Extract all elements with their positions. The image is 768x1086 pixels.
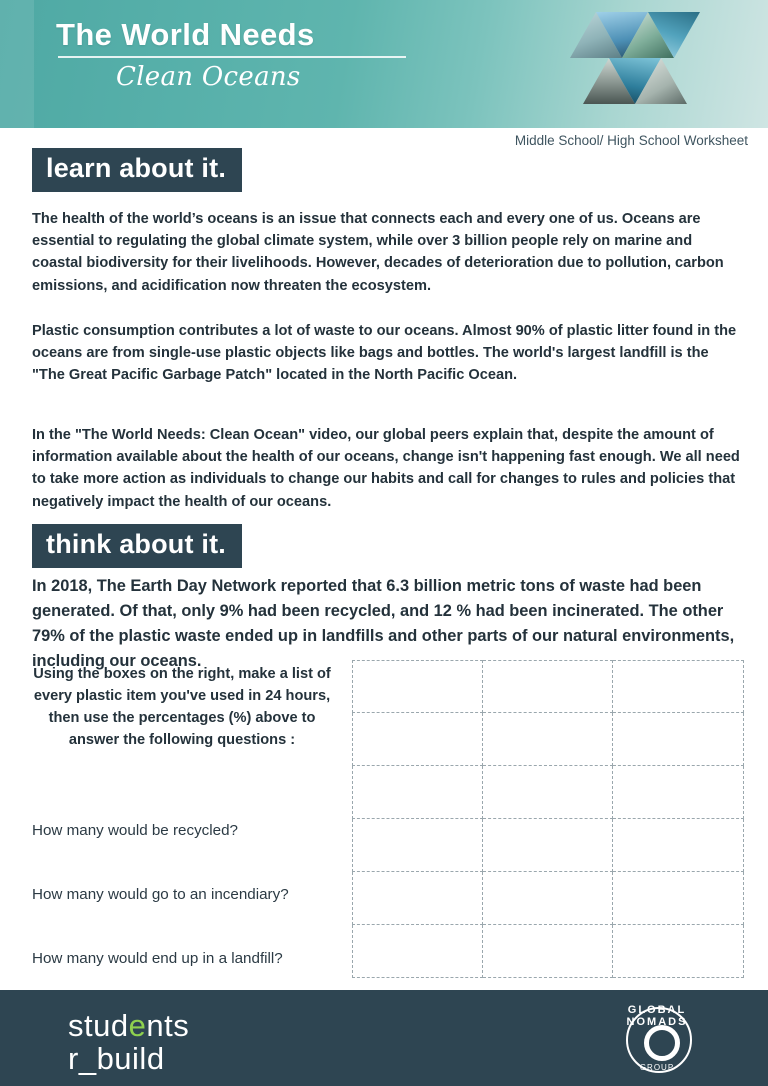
- gn-inner-circle-icon: [644, 1025, 680, 1061]
- grid-cell[interactable]: [613, 925, 744, 978]
- activity-prompt: Using the boxes on the right, make a list of every plastic item you've used in 24 hours, then use the percentages (%) above to answer the following questions :: [33, 666, 331, 748]
- grid-cell[interactable]: [483, 660, 614, 713]
- students-rebuild-logo-line2: r_build: [68, 1040, 165, 1076]
- learn-paragraph-1: [32, 208, 744, 299]
- grid-cell[interactable]: [613, 819, 744, 872]
- grid-cell[interactable]: [613, 713, 744, 766]
- grid-cell[interactable]: [613, 660, 744, 713]
- learn-paragraph-3: [32, 424, 744, 515]
- worksheet-level-note: Middle School/ High School Worksheet: [514, 133, 748, 148]
- think-paragraph: In 2018, The Earth Day Network reported that 6.3 billion metric tons of waste had been generated. Of that, only 9% had been recycled, and 12 % had been incinerated. The other 79% of the plastic waste ended up in landfills and other parts of our natural environments, including our oceans.: [32, 577, 735, 670]
- activity-question-2: How many would go to an incendiary?: [32, 886, 289, 903]
- learn-paragraph-2-post: objects like bags and bottles. The world's largest landfill is the "The Great Pacific Garbage Patch" located in the North Pacific Ocean.: [32, 345, 709, 384]
- activity-question-1: How many would be recycled?: [32, 822, 238, 839]
- grid-cell[interactable]: [352, 713, 483, 766]
- title-block: [56, 18, 406, 92]
- learn-paragraph-1-text: The health of the world’s oceans is an issue that connects each and every one of us. Oceans are essential to regulating the global climate system, while over 3 billion people rely on marine and coastal biodiversity for their livelihoods. However, decades of deterioration due to pollution, carbon emissions, and acidification now threaten the ecosystem.: [32, 211, 724, 294]
- section-banner-think: [32, 524, 242, 568]
- keyword-plastic: Plastic: [32, 323, 80, 339]
- section-banner-learn-label: learn about it.: [32, 148, 242, 192]
- learn-paragraph-3-text: In the "The World Needs: Clean Ocean" video, our global peers explain that, despite the amount of information available about the health of our oceans, change isn't happening fast enough. We all need to take more action as individuals to change our habits and call for changes to rules and policies that negatively impact the health of our oceans.: [32, 427, 740, 510]
- students-rebuild-logo-line1: [68, 1010, 189, 1043]
- grid-cell[interactable]: [613, 872, 744, 925]
- global-nomads-group-logo: [596, 1004, 712, 1074]
- header-left-band: [0, 0, 34, 128]
- page-title: The World Needs: [56, 17, 315, 52]
- grid-cell[interactable]: [483, 766, 614, 819]
- grid-cell[interactable]: [352, 766, 483, 819]
- grid-cell[interactable]: [483, 713, 614, 766]
- grid-cell[interactable]: [613, 766, 744, 819]
- grid-cell[interactable]: [352, 925, 483, 978]
- learn-paragraph-2: [32, 320, 744, 389]
- plastic-items-grid[interactable]: [352, 660, 744, 978]
- page-subtitle: Clean Oceans: [116, 62, 301, 93]
- learn-paragraph-2-mid: consumption contributes a lot of waste to our oceans. Almost 90% of plastic litter found in the oceans are from: [32, 323, 737, 362]
- grid-cell[interactable]: [483, 872, 614, 925]
- photo-collage: [570, 12, 720, 120]
- grid-cell[interactable]: [352, 872, 483, 925]
- brand-accent: e: [128, 1008, 147, 1043]
- section-banner-learn: [32, 148, 242, 192]
- brand-pre: stud: [68, 1008, 129, 1043]
- page-footer: [0, 990, 768, 1086]
- brand-post: nts: [146, 1008, 190, 1043]
- title-underline: [58, 56, 406, 58]
- grid-cell[interactable]: [483, 925, 614, 978]
- grid-cell[interactable]: [352, 660, 483, 713]
- keyword-single-use-plastic: single-use plastic: [148, 345, 272, 362]
- activity-question-3: How many would end up in a landfill?: [32, 950, 283, 967]
- gn-text-top: GLOBAL NOMADS: [626, 1004, 688, 1028]
- gn-text-bottom: GROUP: [639, 1063, 675, 1072]
- grid-cell[interactable]: [352, 819, 483, 872]
- section-banner-think-label: think about it.: [32, 524, 242, 568]
- page-header: [0, 0, 768, 128]
- students-rebuild-logo: [68, 1010, 189, 1075]
- grid-cell[interactable]: [483, 819, 614, 872]
- learn-paragraph-2-text: [32, 320, 744, 387]
